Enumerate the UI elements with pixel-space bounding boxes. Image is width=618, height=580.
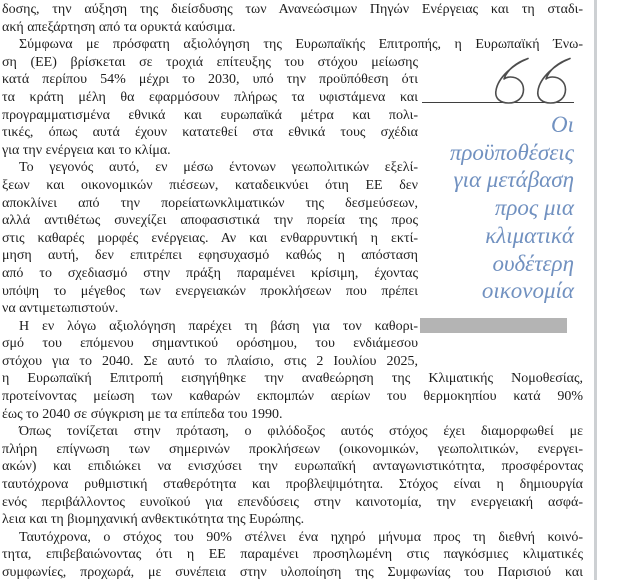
pullquote-line: κλιματικά xyxy=(485,222,574,248)
text-line: Σύμφωνα με πρόσφατη αξιολόγηση της Ευρωπαϊκής Επιτροπής, η Ευρωπαϊκή Ένω- xyxy=(19,37,583,53)
text-line: μηση αυτή, δεν επιτρέπει εφησυχασμό καθώς η απόσταση xyxy=(2,248,418,264)
text-line: να αντιμετωπιστούν. xyxy=(2,301,119,317)
pullquote-line: για μετάβαση xyxy=(453,167,574,193)
double-open-quote-icon xyxy=(491,57,575,104)
text-line: ταυτόχρονα ρυθμιστική σταθερότητα και προβλεψιμότητα. Στόχος είναι η δημιουργία xyxy=(2,477,583,493)
pullquote-line: ουδέτερη xyxy=(492,250,574,276)
text-line: υπόψη το μέγεθος των ενεργειακών προκλήσεων που πρέπει xyxy=(2,283,418,299)
text-line: η Ευρωπαϊκή Επιτροπή εισηγήθηκε την αναθεώρηση της Κλιματικής Νομοθεσίας, xyxy=(2,371,583,387)
text-line: προτείνοντας μείωση των καθαρών εκπομπών αερίων του θερμοκηπίου κατά 90% xyxy=(2,389,583,405)
text-line: Όπως τονίζεται στην πρόταση, ο φιλόδοξος αυτός στόχος έχει διαμορφωθεί με xyxy=(19,424,583,440)
text-line: ση (ΕΕ) βρίσκεται σε τροχιά επίτευξης του στόχου μείωσης xyxy=(2,54,418,70)
text-line: Το γεγονός αυτό, εν μέσω έντονων γεωπολιτικών εξελί- xyxy=(19,160,418,176)
text-line: Ταυτόχρονα, ο στόχος του 90% στέλνει ένα ηχηρό μήνυμα προς τη διεθνή κοινό- xyxy=(19,529,583,545)
text-line: ξεων και οικονομικών πιέσεων, καταδεικνύει ότιη ΕΕ δεν xyxy=(2,177,418,193)
text-line: ακών) και επιδιώκει να ενισχύσει την ευρωπαϊκή ανταγωνιστικότητα, προσφέροντας xyxy=(2,459,583,475)
text-line: έως το 2040 σε σύγκριση με τα επίπεδα του 1990. xyxy=(2,406,283,422)
pullquote-bottom-bar xyxy=(420,318,567,333)
text-line: στόχου για το 2040. Σε αυτό το πλαίσιο, στις 2 Ιουλίου 2025, xyxy=(2,353,418,369)
pullquote-line: Οι xyxy=(551,112,574,137)
text-line: τα κράτη μέλη θα εφαρμόσουν πλήρως τα υφιστάμενα και xyxy=(2,89,418,105)
pullquote-line: προς μια xyxy=(494,195,574,221)
pullquote-line: προϋποθέσεις xyxy=(449,139,574,165)
text-line: τικές, όπως αυτά έχουν κατατεθεί στα εθνικά τους σχέδια xyxy=(2,125,418,141)
text-line: τητα, επιβεβαιώνοντας ότι η ΕΕ παραμένει προσηλωμένη στις παγκόσμιες κλιματικές xyxy=(2,547,583,563)
text-line: αποκλίνει από την πορείατωνκλιματικών της δεσμεύσεων, xyxy=(2,195,418,211)
text-line: ακή απεξάρτηση από τα ορυκτά καύσιμα. xyxy=(2,19,236,35)
article-segment-bottom xyxy=(2,370,583,580)
article-segment-top xyxy=(2,1,583,54)
pullquote-text xyxy=(418,111,574,305)
article-segment-narrow xyxy=(2,54,418,371)
column-divider-rule xyxy=(594,0,597,580)
text-line: λεια και τη βιομηχανική ανθεκτικότητα της Ευρώπης. xyxy=(2,512,305,528)
text-line: από το σχεδιασμό στην πράξη παραμένει κρίσιμη, έχοντας xyxy=(2,265,418,281)
text-line: στις καθαρές μορφές ενέργειας. Αν και ενθαρρυντική η εκτί- xyxy=(2,230,418,246)
text-line: αλλά αντιθέτως συνεχίζει αποφασιστικά την πορεία της προς xyxy=(2,213,418,229)
text-line: δοσης, την αύξηση της διείσδυσης των Ανανεώσιμων Πηγών Ενέργειας και τη σταδι- xyxy=(2,2,583,17)
text-line: Η εν λόγω αξιολόγηση παρέχει τη βάση για τον καθορι- xyxy=(19,318,418,334)
text-line: προγραμματισμένα εθνικά και ευρωπαϊκά μέτρα και πολι- xyxy=(2,107,418,123)
text-line: συμφωνίες, προχωρά, με συνέπεια στην υλοποίηση της Συμφωνίας του Παρισιού και xyxy=(2,565,583,580)
text-line: ενός περιβάλλοντος ευνοϊκού για επενδύσεις στην καινοτομία, την ενεργειακή ασφά- xyxy=(2,494,583,510)
pullquote-line: οικονομία xyxy=(481,278,574,304)
text-line: σμό του επόμενου σημαντικού ορόσημου, του ενδιάμεσου xyxy=(2,336,418,352)
text-line: κατά περίπου 54% μέχρι το 2030, υπό την προϋπόθεση ότι xyxy=(2,72,418,88)
text-line: για την ενέργεια και το κλίμα. xyxy=(2,142,171,158)
text-line: πλήρη επίγνωση των σημερινών προκλήσεων (οικονομικών, γεωπολιτικών, ενεργει- xyxy=(2,441,583,457)
